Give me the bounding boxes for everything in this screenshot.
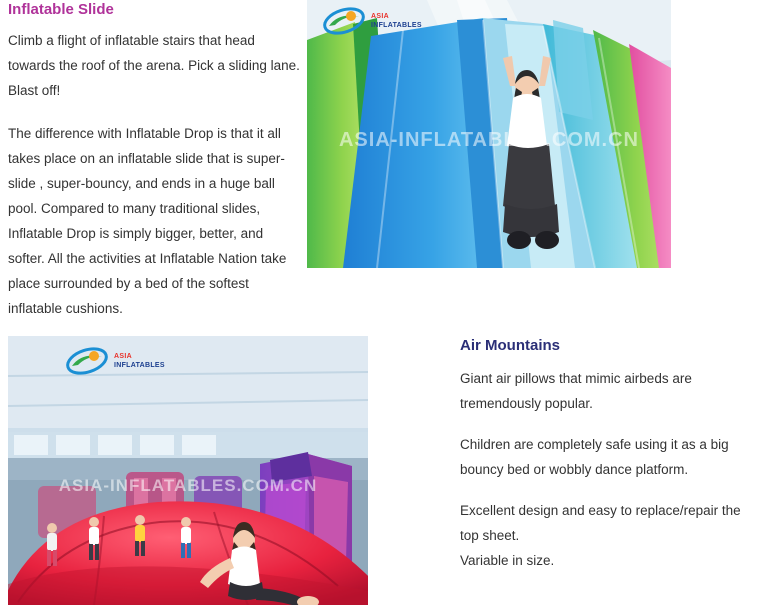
air-paragraph-1: Giant air pillows that mimic airbeds are tremendously popular. — [460, 371, 692, 411]
section-title-air-mountains: Air Mountains — [460, 337, 560, 354]
air-mountains-text-block — [460, 336, 760, 573]
inflatable-slide-text-block — [8, 0, 300, 321]
air-paragraph-3: Excellent design and easy to replace/repair the top sheet. — [460, 503, 741, 543]
asia-inflatables-logo — [321, 6, 422, 36]
logo-swoosh-icon — [321, 6, 367, 36]
logo-text: ASIA INFLATABLES — [371, 13, 422, 29]
logo-swoosh-icon — [64, 346, 110, 376]
air-paragraph-2: Children are completely safe using it as a big bouncy bed or wobbly dance platform. — [460, 437, 729, 477]
photo-watermark: ASIA-INFLATABLES.COM.CN — [58, 475, 318, 495]
asia-inflatables-logo — [64, 346, 165, 376]
inflatable-slide-photo — [307, 0, 671, 268]
air-mountain-photo — [8, 336, 368, 605]
slide-paragraph-1: Climb a flight of inflatable stairs that head towards the roof of the arena. Pick a sliding lane. Blast off! — [8, 33, 300, 98]
page-title: Inflatable Slide — [8, 1, 114, 18]
air-paragraph-4: Variable in size. — [460, 553, 555, 568]
air-mountain-illustration — [8, 336, 368, 605]
photo-watermark: ASIA-INFLATABLES.COM.CN — [338, 128, 639, 151]
logo-text: ASIA INFLATABLES — [114, 353, 165, 369]
slide-photo-illustration — [307, 0, 671, 268]
slide-paragraph-2: The difference with Inflatable Drop is that it all takes place on an inflatable slide that is super-slide , super-bouncy, and ends in a huge ball pool. Compared to many traditional slides, Inflatable Drop is simply bigger, better, and softer. All the activities at Inflatable Nation take place surrounded by a bed of the softest inflatable cushions. — [8, 126, 287, 316]
